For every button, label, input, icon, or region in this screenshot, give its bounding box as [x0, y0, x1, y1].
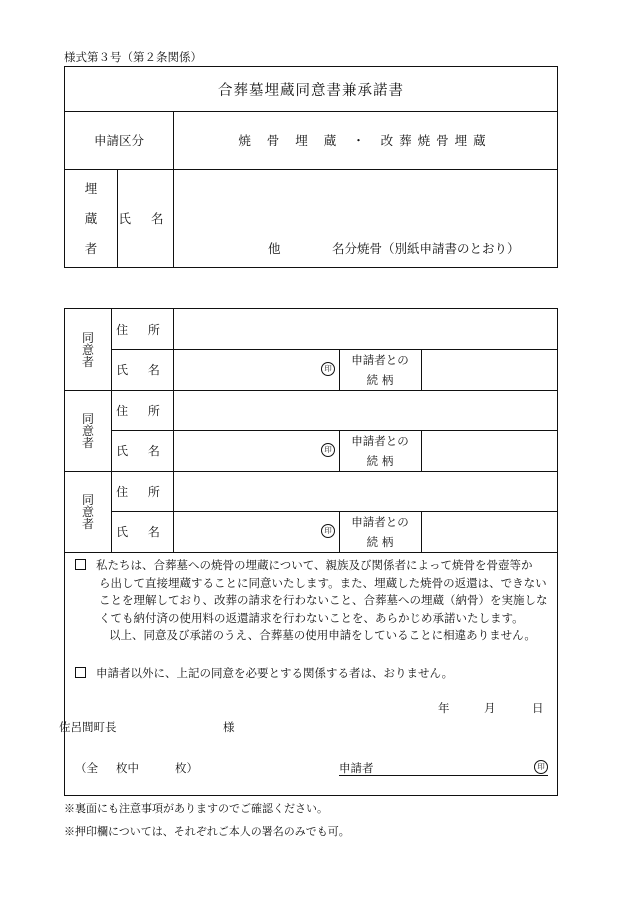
address-field[interactable] [173, 471, 557, 512]
consenter-label-char: 同 [81, 330, 94, 345]
application-type-options[interactable]: 焼 骨 埋 蔵 ・ 改葬焼骨埋蔵 [238, 133, 492, 148]
name-field[interactable] [173, 511, 340, 552]
agreement-statement [75, 557, 549, 645]
interred-label [65, 169, 118, 267]
sheets-suffix: 枚） [175, 761, 198, 775]
agreement-checkbox[interactable] [75, 559, 86, 570]
interred-other-label: 他 [268, 241, 281, 256]
relation-label [339, 511, 422, 552]
date-day-label: 日 [532, 701, 544, 715]
consenter-label [65, 471, 112, 552]
relation-field[interactable] [421, 349, 557, 390]
agreement-line: くても納付済の使用料の返還請求を行わないことを、あらかじめ承諾いたします。 [99, 610, 524, 625]
name-field[interactable] [173, 349, 340, 390]
name-label: 氏 名 [111, 430, 174, 471]
addressee-suffix: 様 [223, 720, 235, 734]
consenter-label-char: 意 [81, 504, 94, 519]
date-month-label: 月 [484, 701, 496, 715]
relation-label-line2: 続 柄 [366, 453, 394, 468]
interred-row [65, 169, 557, 267]
sheets-prefix: （全 [75, 761, 98, 775]
address-label: 住 所 [111, 390, 174, 431]
consenter-label-char: 意 [81, 423, 94, 438]
form-title: 合葬墓埋蔵同意書兼承諾書 [65, 67, 557, 112]
consenter-label-char: 者 [81, 435, 94, 450]
applicant-seal-icon: 印 [534, 760, 548, 774]
interred-name-label: 氏 名 [117, 169, 174, 267]
consenter-label-char: 者 [81, 516, 94, 531]
sheets-middle: 枚中 [116, 761, 139, 775]
relation-field[interactable] [421, 430, 557, 471]
seal-mark-icon: 印 [321, 362, 335, 376]
consenter-group [65, 309, 557, 391]
consenter-label [65, 309, 112, 390]
seal-mark-icon: 印 [321, 443, 335, 457]
interred-label-char: 者 [84, 241, 98, 256]
consenter-label-char: 同 [81, 411, 94, 426]
consenter-group [65, 471, 557, 553]
applicant-label: 申請者 [339, 761, 374, 775]
consenter-label [65, 390, 112, 471]
name-label: 氏 名 [111, 511, 174, 552]
note-back-side: ※裏面にも注意事項がありますのでご確認ください。 [64, 802, 328, 815]
address-label: 住 所 [111, 471, 174, 512]
relation-label [339, 349, 422, 390]
consent-box [59, 308, 558, 796]
no-other-persons-text: 申請者以外に、上記の同意を必要とする関係する者は、おりません。 [96, 666, 454, 680]
applicant-field[interactable] [339, 760, 548, 776]
relation-label [339, 430, 422, 471]
address-field[interactable] [173, 390, 557, 431]
consenter-label-char: 意 [81, 342, 94, 357]
interred-count-text: 名分焼骨（別紙申請書のとおり） [332, 241, 520, 256]
form-number: 様式第３号（第２条関係） [64, 50, 202, 64]
relation-label-line2: 続 柄 [366, 534, 394, 549]
relation-label-line2: 続 柄 [366, 372, 394, 387]
interment-box [64, 66, 558, 268]
agreement-line: 以上、同意及び承諾のうえ、合葬墓の使用申請をしていることに相違ありません。 [109, 628, 536, 642]
agreement-line: ら出して直接埋蔵することに同意いたします。また、埋蔵した焼骨の返還は、できない [99, 575, 547, 590]
note-seal-signature: ※押印欄については、それぞれご本人の署名のみでも可。 [64, 825, 350, 838]
consenter-label-char: 同 [81, 492, 94, 507]
relation-label-line1: 申請者との [351, 433, 409, 448]
no-other-persons-checkbox[interactable] [75, 667, 86, 678]
name-label: 氏 名 [111, 349, 174, 390]
date-year-label: 年 [438, 701, 450, 715]
addressee: 佐呂間町長 [59, 720, 117, 734]
address-label: 住 所 [111, 309, 174, 350]
agreement-line: ことを理解しており、改葬の請求を行わないこと、合葬墓への埋蔵（納骨）を実施しな [99, 593, 548, 607]
relation-field[interactable] [421, 511, 557, 552]
relation-label-line1: 申請者との [351, 514, 409, 529]
application-type-label: 申請区分 [65, 111, 174, 169]
name-field[interactable] [173, 430, 340, 471]
address-field[interactable] [173, 309, 557, 350]
interred-label-char: 埋 [84, 181, 98, 196]
seal-mark-icon: 印 [321, 524, 335, 538]
relation-label-line1: 申請者との [351, 352, 409, 367]
consenter-label-char: 者 [81, 354, 94, 369]
application-type-row [65, 111, 557, 170]
interred-label-char: 蔵 [84, 211, 98, 226]
agreement-line: 私たちは、合葬墓への焼骨の埋蔵について、親族及び関係者によって焼骨を骨壺等か [96, 558, 533, 572]
no-other-persons-statement [75, 665, 453, 681]
consenter-group [65, 390, 557, 472]
